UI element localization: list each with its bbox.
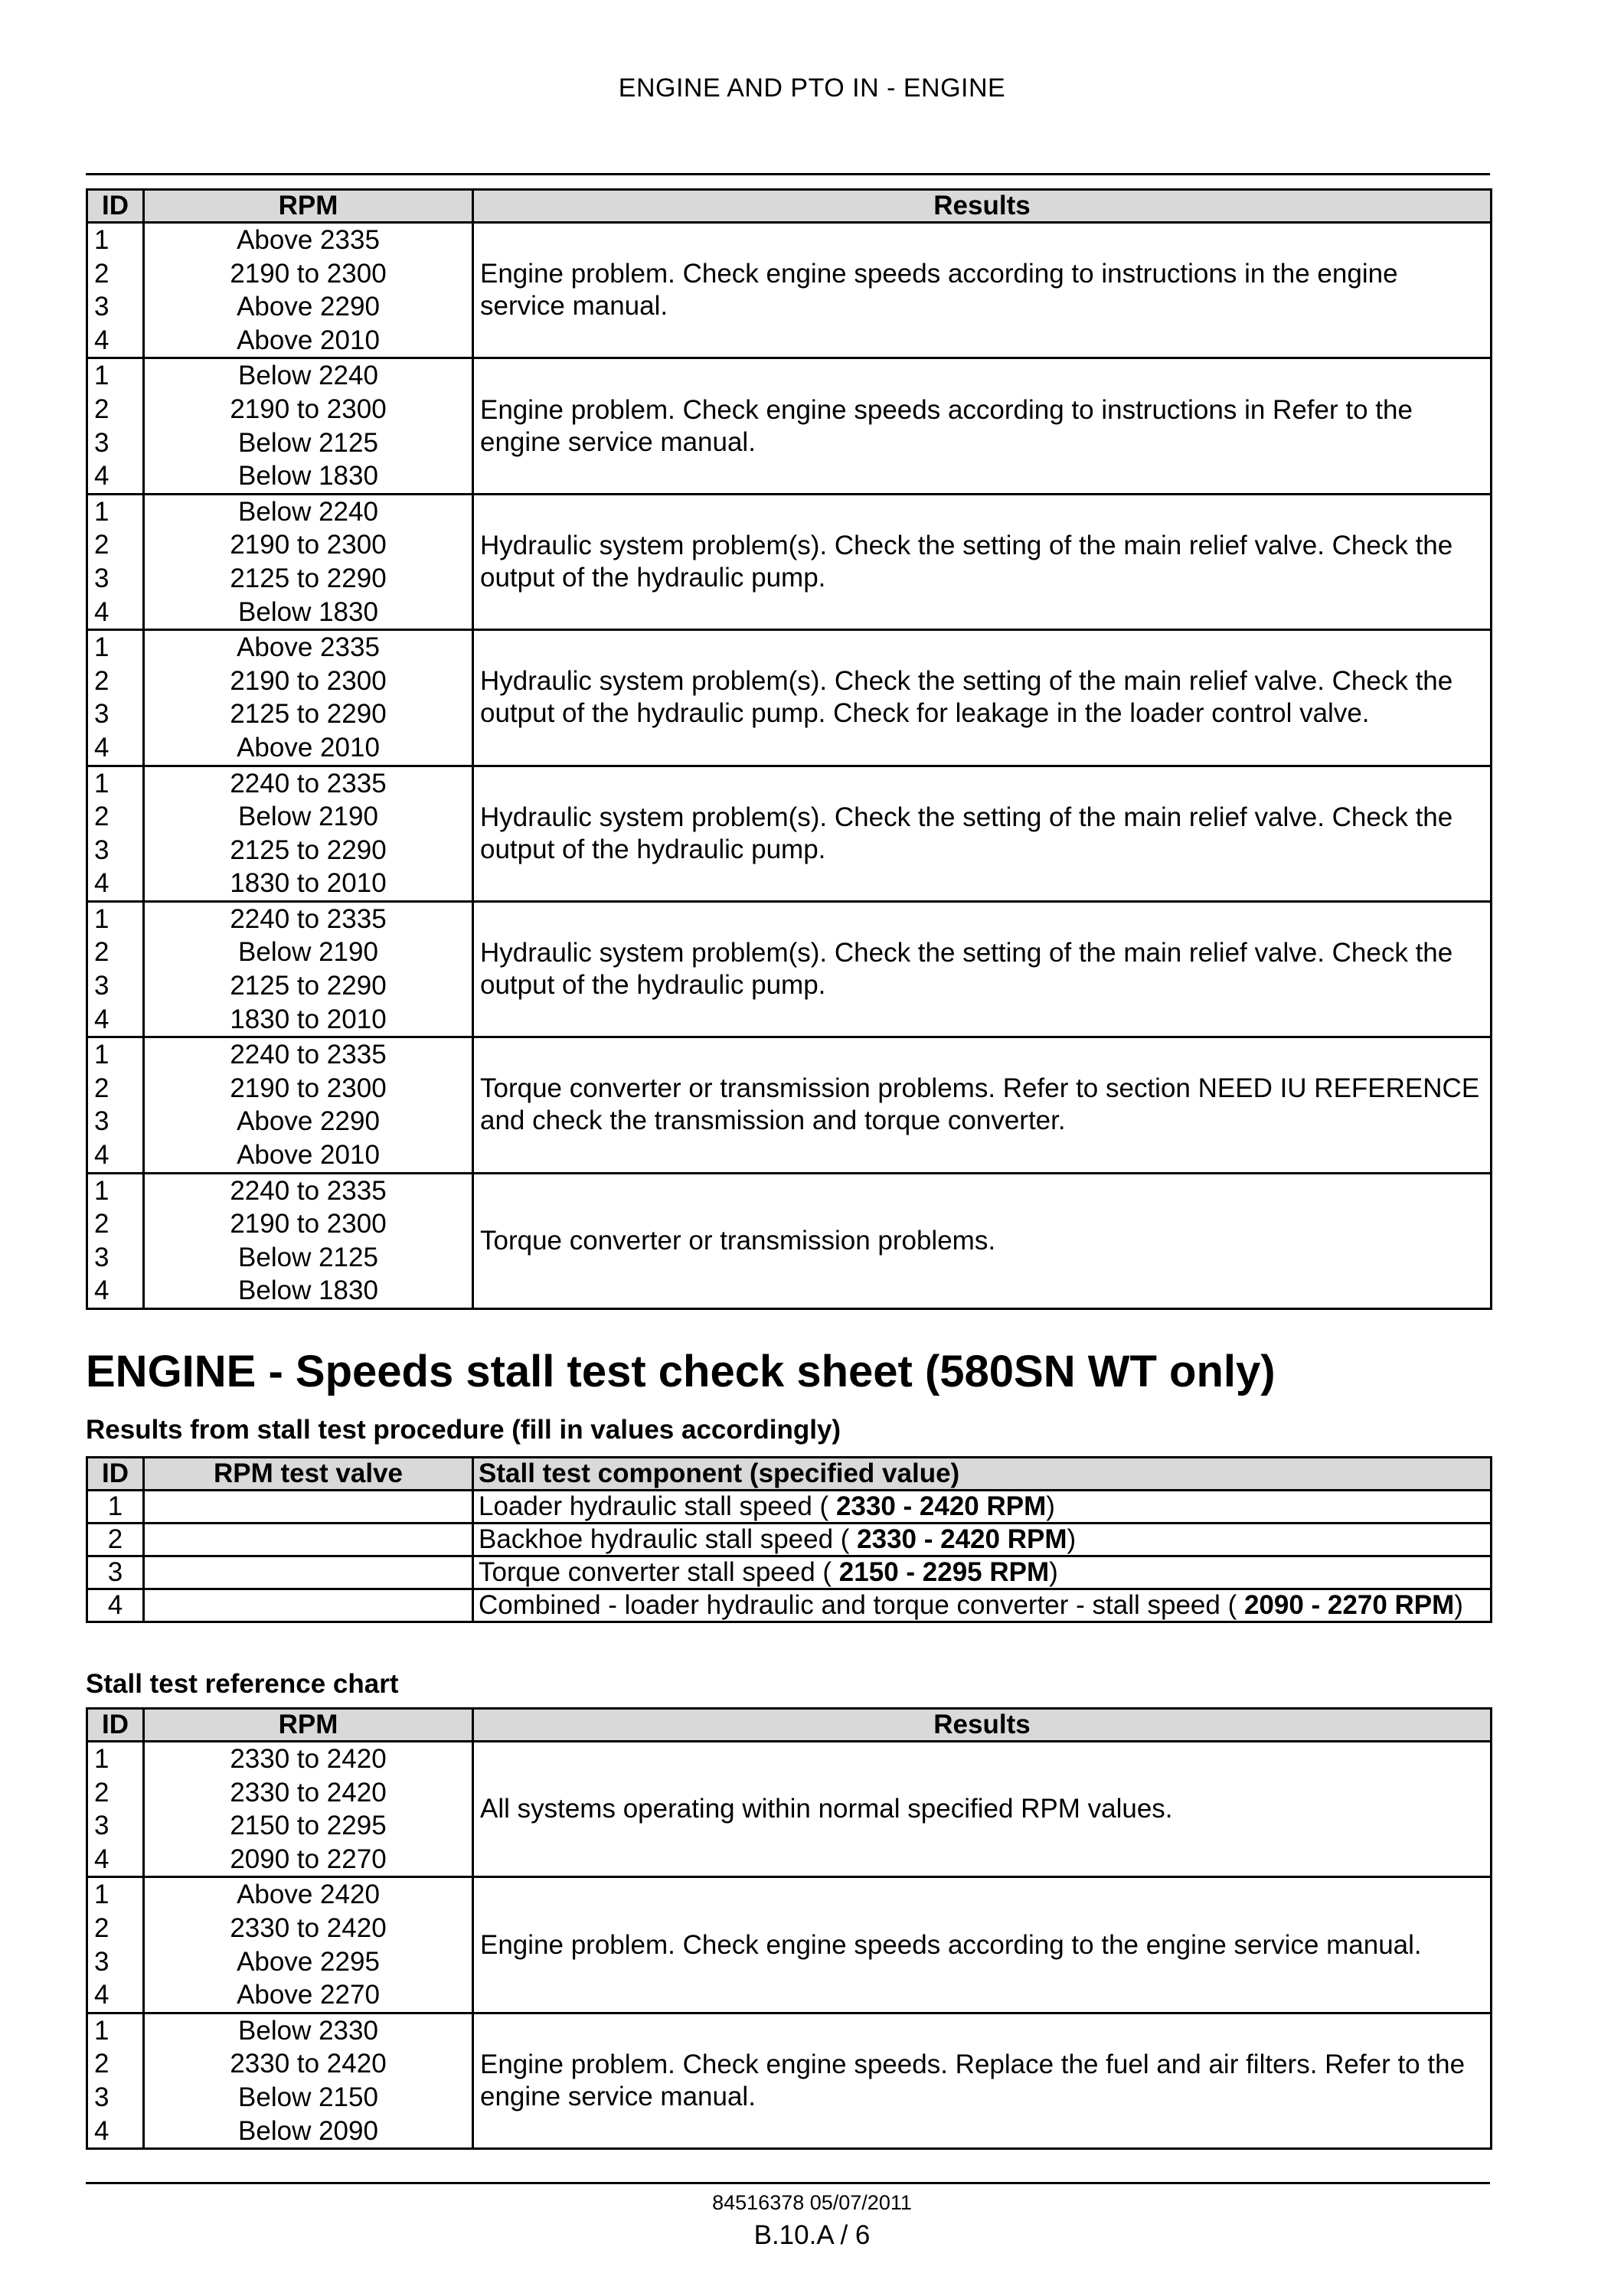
component-cell [473, 1556, 1492, 1589]
id-value: 4 [94, 1004, 109, 1034]
result-cell: Hydraulic system problem(s). Check the setting of the main relief valve. Check the output of the hydraulic pump. [473, 494, 1492, 629]
table-row-group [87, 1173, 1492, 1308]
table-row-group [87, 223, 1492, 358]
id-value: 1 [94, 1175, 109, 1206]
table-header-row [87, 1458, 1492, 1491]
id-value: 4 [94, 596, 109, 627]
specified-value: 2090 - 2270 RPM [1243, 1590, 1455, 1620]
id-value: 2 [94, 2049, 109, 2079]
rpm-value: Below 2240 [238, 496, 378, 527]
id-value: 2 [94, 1209, 109, 1239]
id-value: 2 [94, 665, 109, 696]
component-text-end: ) [1067, 1524, 1077, 1554]
column-header-rpm: RPM [144, 1709, 473, 1742]
id-value: 3 [94, 292, 109, 322]
specified-value: 2330 - 2420 RPM [835, 1491, 1047, 1521]
stall-test-check-sheet-table [86, 1456, 1492, 1623]
id-value: 4 [94, 1140, 109, 1171]
rpm-value: Above 2290 [237, 1106, 380, 1137]
page-number: B.10.A / 6 [753, 2220, 871, 2250]
rpm-value: Above 2295 [237, 1946, 380, 1977]
specified-value: 2330 - 2420 RPM [857, 1524, 1067, 1554]
id-value: 4 [94, 1980, 109, 2010]
id-value: 2 [94, 258, 109, 289]
rpm-value: 2125 to 2290 [230, 699, 387, 730]
id-value: 3 [94, 1242, 109, 1272]
id-cell [87, 358, 144, 494]
rpm-cell [144, 494, 473, 629]
rpm-cell [144, 2013, 473, 2148]
rpm-value: 2330 to 2420 [230, 1777, 387, 1808]
rpm-value: Above 2010 [237, 325, 380, 355]
id-value: 1 [94, 768, 109, 799]
result-cell: Engine problem. Check engine speeds according to instructions in the engine service manual. [473, 223, 1492, 358]
id-value: 1 [94, 903, 109, 934]
id-cell [87, 630, 144, 766]
component-cell [473, 1491, 1492, 1524]
result-cell: Torque converter or transmission problems. Refer to section NEED IU REFERENCE and check the transmission and torque converter. [473, 1037, 1492, 1173]
rpm-value: 2190 to 2300 [230, 394, 387, 424]
table-row-group [87, 766, 1492, 901]
rpm-value: 2190 to 2300 [230, 258, 387, 289]
component-text-end: ) [1046, 1491, 1055, 1521]
id-value: 2 [94, 937, 109, 968]
rpm-value: Above 2290 [237, 292, 380, 322]
rpm-value: Below 2190 [238, 937, 378, 968]
id-value: 3 [94, 1811, 109, 1841]
table-row-group [87, 630, 1492, 766]
id-cell: 4 [87, 1589, 144, 1622]
rpm-value: Below 2330 [238, 2015, 378, 2046]
table-row [87, 1556, 1492, 1589]
rpm-value: Above 2010 [237, 732, 380, 763]
rpm-value: 1830 to 2010 [230, 868, 387, 899]
column-header-id: ID [87, 1458, 144, 1491]
id-cell: 1 [87, 1491, 144, 1524]
id-value: 4 [94, 732, 109, 763]
rpm-value: 2125 to 2290 [230, 563, 387, 593]
rpm-value: Below 2125 [238, 1242, 378, 1272]
result-cell: Engine problem. Check engine speeds. Replace the fuel and air filters. Refer to the engine service manual. [473, 2013, 1492, 2148]
rpm-value: 2125 to 2290 [230, 971, 387, 1001]
table-header-row [87, 190, 1492, 223]
component-text: Backhoe hydraulic stall speed ( [479, 1524, 858, 1554]
rpm-value: 2190 to 2300 [230, 665, 387, 696]
rpm-value: 2190 to 2300 [230, 1209, 387, 1239]
id-value: 3 [94, 1106, 109, 1137]
rpm-value: 2240 to 2335 [230, 1175, 387, 1206]
id-value: 1 [94, 361, 109, 391]
id-value: 3 [94, 971, 109, 1001]
id-value: 1 [94, 496, 109, 527]
rpm-cell [144, 358, 473, 494]
id-value: 4 [94, 2115, 109, 2146]
id-cell [87, 901, 144, 1037]
component-text: Combined - loader hydraulic and torque converter - stall speed ( [479, 1590, 1244, 1620]
table-row [87, 1524, 1492, 1556]
rpm-test-valve-input[interactable] [144, 1491, 473, 1524]
rpm-cell [144, 901, 473, 1037]
rpm-value: Below 1830 [238, 1275, 378, 1306]
rpm-value: 2125 to 2290 [230, 834, 387, 865]
result-cell: Engine problem. Check engine speeds according to instructions in Refer to the engine service manual. [473, 358, 1492, 494]
column-header-rpm-test-valve: RPM test valve [144, 1458, 473, 1491]
id-value: 4 [94, 1275, 109, 1306]
rpm-value: Below 2090 [238, 2115, 378, 2146]
rpm-value: Above 2335 [237, 225, 380, 255]
result-cell: All systems operating within normal specified RPM values. [473, 1742, 1492, 1877]
component-text-end: ) [1454, 1590, 1463, 1620]
id-cell: 3 [87, 1556, 144, 1589]
rpm-cell [144, 1037, 473, 1173]
id-cell [87, 1742, 144, 1877]
id-value: 1 [94, 2015, 109, 2046]
id-value: 4 [94, 868, 109, 899]
rpm-value: Below 2150 [238, 2082, 378, 2112]
component-text: Loader hydraulic stall speed ( [479, 1491, 836, 1521]
rpm-cell [144, 1742, 473, 1877]
component-text-end: ) [1049, 1557, 1058, 1587]
id-cell [87, 766, 144, 901]
rpm-value: Below 1830 [238, 596, 378, 627]
id-value: 1 [94, 1744, 109, 1774]
table-row [87, 1589, 1492, 1622]
id-value: 1 [94, 1040, 109, 1070]
rpm-cell [144, 1877, 473, 2013]
rpm-value: 2240 to 2335 [230, 903, 387, 934]
results-subheading: Results from stall test procedure (fill in values accordingly) [86, 1415, 841, 1445]
rpm-cell [144, 223, 473, 358]
table-row-group [87, 494, 1492, 629]
id-value: 3 [94, 427, 109, 458]
id-value: 4 [94, 325, 109, 355]
id-value: 2 [94, 1073, 109, 1103]
rpm-value: 2240 to 2335 [230, 1040, 387, 1070]
rpm-cell [144, 1173, 473, 1308]
column-header-id: ID [87, 1709, 144, 1742]
rpm-cell [144, 766, 473, 901]
id-cell [87, 223, 144, 358]
component-text: Torque converter stall speed ( [479, 1557, 839, 1587]
rpm-value: Above 2335 [237, 632, 380, 663]
rpm-value: Above 2010 [237, 1140, 380, 1171]
diagnostic-table [86, 188, 1492, 1310]
result-cell: Hydraulic system problem(s). Check the setting of the main relief valve. Check the output of the hydraulic pump. [473, 901, 1492, 1037]
rpm-value: 2190 to 2300 [230, 530, 387, 560]
result-cell: Hydraulic system problem(s). Check the setting of the main relief valve. Check the output of the hydraulic pump. [473, 766, 1492, 901]
rpm-value: 2090 to 2270 [230, 1844, 387, 1874]
column-header-component: Stall test component (specified value) [473, 1458, 1492, 1491]
id-value: 2 [94, 530, 109, 560]
specified-value: 2150 - 2295 RPM [838, 1557, 1050, 1587]
id-value: 2 [94, 802, 109, 832]
id-value: 1 [94, 1880, 109, 1910]
id-value: 3 [94, 563, 109, 593]
component-cell [473, 1589, 1492, 1622]
table-row [87, 1491, 1492, 1524]
id-value: 3 [94, 2082, 109, 2112]
rpm-value: 1830 to 2010 [230, 1004, 387, 1034]
document-code: 84516378 05/07/2011 [712, 2191, 912, 2214]
column-header-results: Results [473, 190, 1492, 223]
rpm-cell [144, 630, 473, 766]
section-title: ENGINE - Speeds stall test check sheet (580SN WT only) [86, 1347, 1276, 1396]
id-cell [87, 1877, 144, 2013]
table-row-group [87, 358, 1492, 494]
id-cell: 2 [87, 1524, 144, 1556]
rpm-value: 2190 to 2300 [230, 1073, 387, 1103]
id-cell [87, 1173, 144, 1308]
table-row-group [87, 1037, 1492, 1173]
footer-rule [86, 2182, 1490, 2184]
table-row-group [87, 901, 1492, 1037]
id-value: 2 [94, 1777, 109, 1808]
header-rule [86, 173, 1490, 175]
id-value: 1 [94, 632, 109, 663]
id-value: 2 [94, 394, 109, 424]
stall-test-reference-table [86, 1707, 1492, 2150]
rpm-value: 2330 to 2420 [230, 2049, 387, 2079]
result-cell: Torque converter or transmission problems. [473, 1173, 1492, 1308]
column-header-id: ID [87, 190, 144, 223]
id-cell [87, 494, 144, 629]
rpm-value: 2330 to 2420 [230, 1912, 387, 1943]
result-cell: Hydraulic system problem(s). Check the setting of the main relief valve. Check the output of the hydraulic pump. Check for leakage in the loader control valve. [473, 630, 1492, 766]
table-row-group [87, 1742, 1492, 1877]
column-header-results: Results [473, 1709, 1492, 1742]
rpm-value: Above 2420 [237, 1880, 380, 1910]
rpm-test-valve-input[interactable] [144, 1556, 473, 1589]
id-value: 2 [94, 1912, 109, 1943]
reference-chart-subheading: Stall test reference chart [86, 1669, 399, 1699]
component-cell [473, 1524, 1492, 1556]
id-value: 3 [94, 1946, 109, 1977]
id-value: 4 [94, 461, 109, 492]
rpm-value: 2150 to 2295 [230, 1811, 387, 1841]
id-cell [87, 2013, 144, 2148]
id-value: 4 [94, 1844, 109, 1874]
table-row-group [87, 1877, 1492, 2013]
rpm-value: Below 2240 [238, 361, 378, 391]
table-header-row [87, 1709, 1492, 1742]
table-row-group [87, 2013, 1492, 2148]
result-cell: Engine problem. Check engine speeds according to the engine service manual. [473, 1877, 1492, 2013]
rpm-value: Above 2270 [237, 1980, 380, 2010]
rpm-test-valve-input[interactable] [144, 1524, 473, 1556]
id-cell [87, 1037, 144, 1173]
rpm-value: 2330 to 2420 [230, 1744, 387, 1774]
page-header-title: ENGINE AND PTO IN - ENGINE [618, 73, 1006, 103]
rpm-value: 2240 to 2335 [230, 768, 387, 799]
id-value: 3 [94, 699, 109, 730]
id-value: 1 [94, 225, 109, 255]
column-header-rpm: RPM [144, 190, 473, 223]
rpm-value: Below 2190 [238, 802, 378, 832]
id-value: 3 [94, 834, 109, 865]
rpm-value: Below 1830 [238, 461, 378, 492]
rpm-value: Below 2125 [238, 427, 378, 458]
rpm-test-valve-input[interactable] [144, 1589, 473, 1622]
